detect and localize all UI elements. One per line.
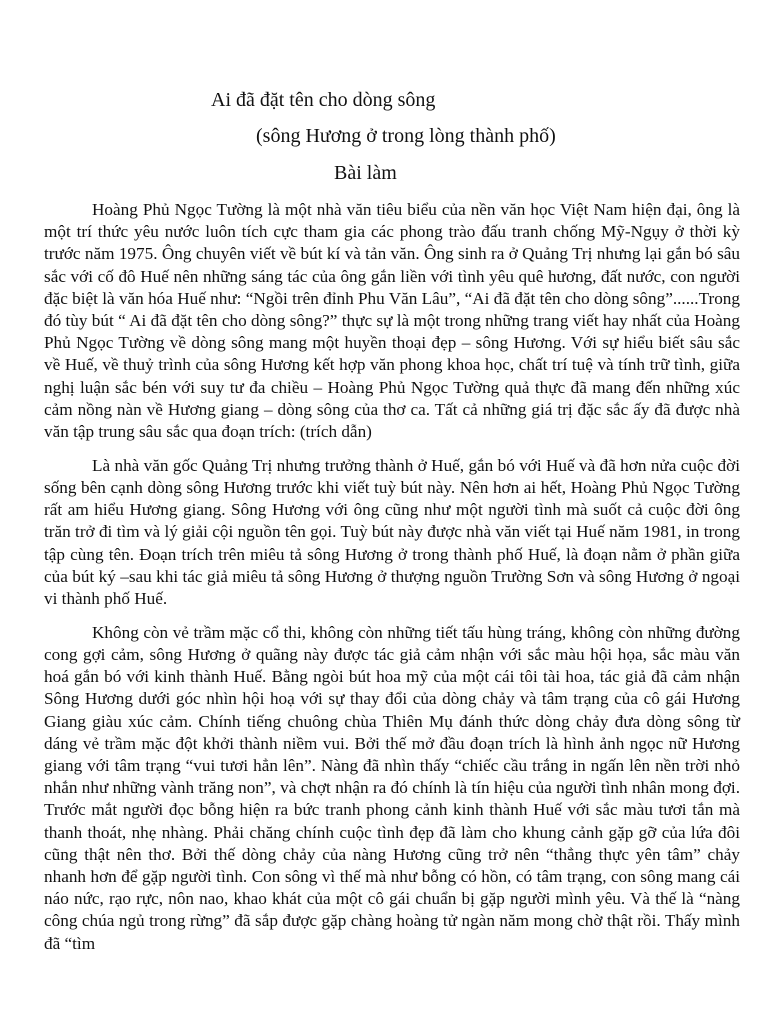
paragraph-2: Là nhà văn gốc Quảng Trị nhưng trưởng thành ở Huế, gắn bó với Huế và đã hơn nửa cuộc đời sống bên cạnh dòng sông Hương trước khi viết tuỳ bút này. Nên hơn ai hết, Hoàng Phủ Ngọc Tường rất am hiểu Hương giang. Sông Hương với ông cũng như một người tình mà suốt cả cuộc đời ông trăn trở đi tìm và lý giải cội nguồn tên gọi. Tuỳ bút này được nhà văn viết tại Huế năm 1981, in trong tập cùng tên. Đoạn trích trên miêu tả sông Hương ở trong thành phố Huế, là đoạn nằm ở phần giữa của bút ký –sau khi tác giả miêu tả sông Hương ở thượng nguồn Trường Sơn và sông Hương ở ngoại vi thành phố Huế. <box>44 455 740 609</box>
document-heading: Bài làm <box>334 162 397 184</box>
document-body <box>44 199 740 955</box>
paragraph-1: Hoàng Phủ Ngọc Tường là một nhà văn tiêu biểu của nền văn học Việt Nam hiện đại, ông là một trí thức yêu nước luôn tích cực tham gia các phong trào đấu tranh chống Mỹ-Ngụy ở thời kỳ trước năm 1975. Ông chuyên viết về bút kí và tản văn. Ông sinh ra ở Quảng Trị nhưng lại gắn bó sâu sắc với cố đô Huế nên những sáng tác của ông gắn liền với tình yêu quê hương, đất nước, con người đặc biệt là văn hóa Huế như: “Ngồi trên đỉnh Phu Văn Lâu”, “Ai đã đặt tên cho dòng sông”......Trong đó tùy bút “ Ai đã đặt tên cho dòng sông?” thực sự là một trong những trang viết hay nhất của Hoàng Phủ Ngọc Tường về dòng sông mang một huyền thoại đẹp – sông Hương. Với sự hiểu biết sâu sắc về Huế, về thuỷ trình của sông Hương kết hợp văn phong khoa học, chất trí tuệ và tính trữ tình, giữa nghị luận sắc bén với suy tư đa chiều – Hoàng Phủ Ngọc Tường quả thực đã mang đến những xúc cảm nồng nàn về Hương giang – dòng sông của thơ ca. Tất cả những giá trị đặc sắc ấy đã được nhà văn tập trung sâu sắc qua đoạn trích: (trích dẫn) <box>44 200 740 442</box>
paragraph-3: Không còn vẻ trầm mặc cổ thi, không còn những tiết tấu hùng tráng, không còn những đường cong gợi cảm, sông Hương ở quãng này được tác giả cảm nhận với sắc màu hội họa, sắc màu văn hoá gắn bó với kinh thành Huế. Bằng ngòi bút hoa mỹ của một cái tôi tài hoa, tác giả đã cảm nhận Sông Hương dưới góc nhìn hội hoạ với sự thay đổi của dòng chảy và tâm trạng của cô gái Hương Giang giàu xúc cảm. Chính tiếng chuông chùa Thiên Mụ đánh thức dòng chảy đưa dòng sông từ dáng vẻ trầm mặc đột khởi thành niềm vui. Bởi thế mở đầu đoạn trích là hình ảnh ngọc nữ Hương giang với tâm trạng “vui tươi hẳn lên”. Nàng đã nhìn thấy “chiếc cầu trắng in ngấn lên nền trời nhỏ nhắn như những vành trăng non”, và chợt nhận ra đó chính là tín hiệu của người tình nhân mong đợi. Trước mắt người đọc bỗng hiện ra bức tranh phong cảnh kinh thành Huế với sắc màu tươi tắn mà thanh thoát, nhẹ nhàng. Phải chăng chính cuộc tình đẹp đã làm cho khung cảnh gặp gỡ của lứa đôi cũng thật nên thơ. Bởi thế dòng chảy của nàng Hương cũng trở nên “thẳng thực yên tâm” chảy nhanh hơn để gặp người tình. Con sông vì thế mà như bỗng có hồn, có tâm trạng, con sông mang cái náo nức, rạo rực, nôn nao, khao khát của một cô gái chuẩn bị gặp người mình yêu. Và thế là “nàng công chúa ngủ trong rừng” đã sắp được gặp chàng hoàng tử ngàn năm mong chờ thật rồi. Thấy mình đã “tìm <box>44 622 740 953</box>
document-title: Ai đã đặt tên cho dòng sông <box>211 89 436 111</box>
document-subtitle: (sông Hương ở trong lòng thành phố) <box>256 125 556 147</box>
